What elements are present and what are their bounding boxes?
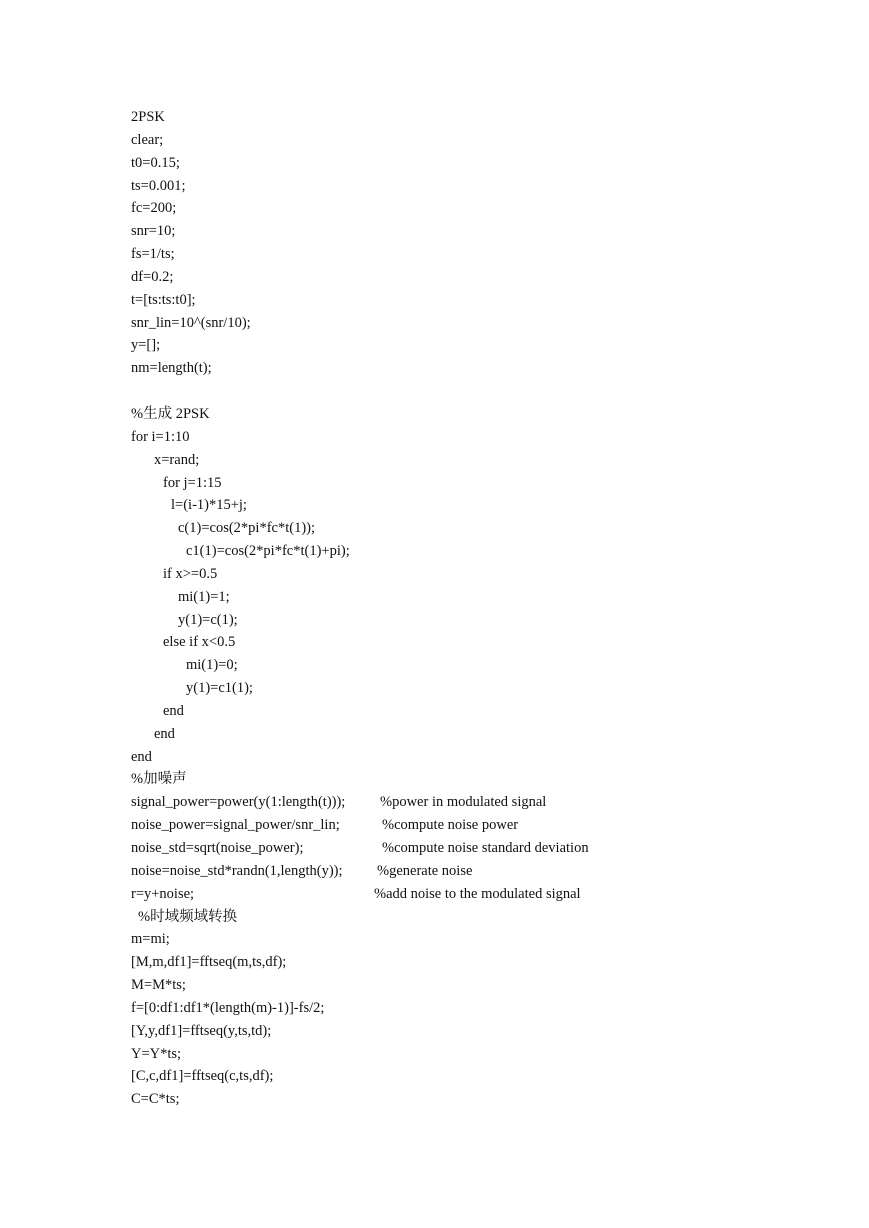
code-text: c(1)=cos(2*pi*fc*t(1)); — [178, 520, 316, 537]
code-line — [131, 997, 831, 1020]
code-text: signal_power=power(y(1:length(t))); — [131, 794, 346, 811]
inline-comment: %add noise to the modulated signal — [374, 885, 581, 902]
code-line — [131, 266, 831, 289]
code-line — [131, 837, 831, 860]
code-line — [131, 1020, 831, 1043]
code-text: clear; — [131, 131, 164, 148]
code-line — [131, 677, 831, 700]
code-line — [131, 426, 831, 449]
code-text: [M,m,df1]=fftseq(m,ts,df); — [131, 954, 287, 971]
code-text: snr=10; — [131, 223, 176, 240]
code-line — [131, 494, 831, 517]
code-line — [131, 563, 831, 586]
code-line — [131, 220, 831, 243]
code-line — [131, 1088, 831, 1111]
code-text: nm=length(t); — [131, 360, 212, 377]
code-text: y=[]; — [131, 337, 161, 354]
code-text: y(1)=c1(1); — [186, 680, 253, 697]
code-text: ts=0.001; — [131, 177, 186, 194]
section-comment: %时域频域转换 — [138, 908, 238, 925]
code-line — [131, 951, 831, 974]
code-line — [131, 586, 831, 609]
code-line — [131, 449, 831, 472]
code-line — [131, 700, 831, 723]
code-text: y(1)=c(1); — [178, 611, 238, 628]
blank-line — [131, 380, 831, 403]
code-text: mi(1)=0; — [186, 657, 238, 674]
code-text: snr_lin=10^(snr/10); — [131, 314, 251, 331]
section-comment: %加噪声 — [131, 771, 187, 788]
code-line — [131, 312, 831, 335]
code-text: c1(1)=cos(2*pi*fc*t(1)+pi); — [186, 543, 350, 560]
code-line — [131, 243, 831, 266]
code-text: [C,c,df1]=fftseq(c,ts,df); — [131, 1068, 274, 1085]
code-line — [131, 654, 831, 677]
matlab-code-listing — [131, 106, 831, 1111]
inline-comment: %compute noise standard deviation — [382, 840, 589, 856]
code-text: r=y+noise; — [131, 885, 195, 902]
code-text: [Y,y,df1]=fftseq(y,ts,td); — [131, 1022, 272, 1039]
code-text: df=0.2; — [131, 268, 174, 285]
code-line — [131, 768, 831, 791]
code-text: if x>=0.5 — [163, 565, 218, 582]
code-line — [131, 334, 831, 357]
code-line — [131, 403, 831, 426]
code-text: C=C*ts; — [131, 1091, 180, 1108]
code-line — [131, 1065, 831, 1088]
code-text: noise_power=signal_power/snr_lin; — [131, 817, 340, 834]
code-text: for j=1:15 — [163, 474, 222, 491]
code-line — [131, 106, 831, 129]
code-text: t=[ts:ts:t0]; — [131, 291, 196, 308]
code-line — [131, 928, 831, 951]
code-line — [131, 791, 831, 814]
code-line — [131, 472, 831, 495]
code-line — [131, 197, 831, 220]
code-line — [131, 1043, 831, 1066]
code-text: noise_std=sqrt(noise_power); — [131, 840, 304, 856]
code-line — [131, 860, 831, 883]
code-line — [131, 357, 831, 380]
code-line — [131, 974, 831, 997]
code-text: else if x<0.5 — [163, 634, 236, 651]
code-line — [131, 517, 831, 540]
code-line — [131, 152, 831, 175]
code-text: end — [154, 725, 175, 742]
code-text: x=rand; — [154, 451, 200, 468]
code-line — [131, 906, 831, 929]
code-line — [131, 609, 831, 632]
code-text: end — [163, 702, 184, 719]
code-line — [131, 129, 831, 152]
code-text: t0=0.15; — [131, 154, 180, 171]
code-line — [131, 540, 831, 563]
code-text: fc=200; — [131, 200, 177, 217]
code-text: M=M*ts; — [131, 977, 186, 994]
code-line — [131, 883, 831, 906]
code-text: mi(1)=1; — [178, 588, 230, 605]
code-text: Y=Y*ts; — [131, 1045, 182, 1062]
code-line — [131, 814, 831, 837]
code-text: 2PSK — [131, 109, 165, 125]
code-line — [131, 289, 831, 312]
code-text: f=[0:df1:df1*(length(m)-1)]-fs/2; — [131, 999, 325, 1016]
section-comment: %生成 2PSK — [131, 405, 210, 422]
code-text: fs=1/ts; — [131, 246, 175, 263]
code-text: for i=1:10 — [131, 428, 190, 445]
code-line — [131, 175, 831, 198]
code-line — [131, 631, 831, 654]
inline-comment: %power in modulated signal — [380, 794, 547, 811]
code-line — [131, 746, 831, 769]
code-text: noise=noise_std*randn(1,length(y)); — [131, 862, 343, 879]
inline-comment: %compute noise power — [382, 817, 519, 834]
code-text: m=mi; — [131, 931, 170, 948]
code-text: end — [131, 748, 152, 765]
code-text: l=(i-1)*15+j; — [171, 497, 247, 514]
code-line — [131, 723, 831, 746]
inline-comment: %generate noise — [377, 862, 473, 879]
